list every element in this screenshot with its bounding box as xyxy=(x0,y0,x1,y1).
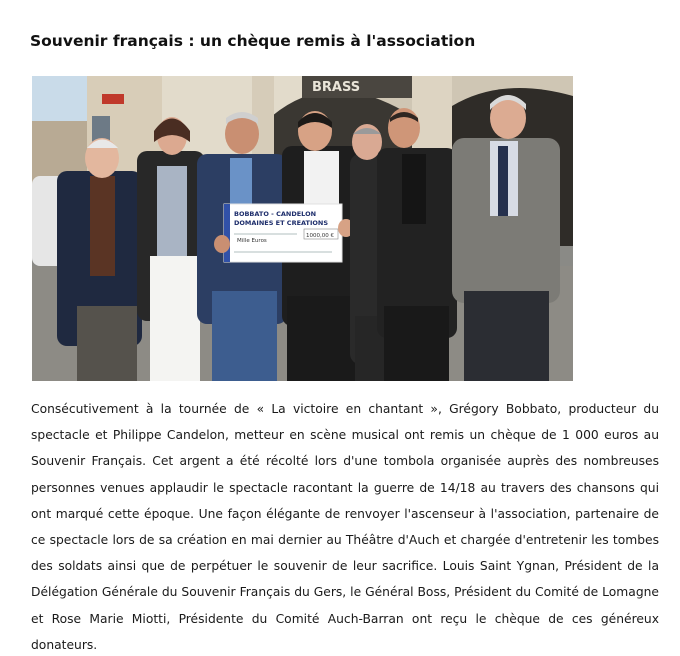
cheque-line-1: BOBBATO - CANDELON xyxy=(234,210,317,218)
cheque-line-2: DOMAINES ET CREATIONS xyxy=(234,219,329,227)
cheque-amount: 1000,00 € xyxy=(306,233,334,239)
cheque xyxy=(224,204,342,262)
cheque-words: Mille Euros xyxy=(237,238,267,244)
article-photo xyxy=(32,76,573,381)
storefront-sign: BRASS xyxy=(312,80,361,95)
article-title: Souvenir français : un chèque remis à l'association xyxy=(30,32,476,50)
article-body: Consécutivement à la tournée de « La victoire en chantant », Grégory Bobbato, producteur du spectacle et Philippe Candelon, metteur en scène musical ont remis un chèque de 1 000 euros au Souvenir Français. Cet argent a été récolté lors d'une tombola organisée auprès des nombreuses personnes venues applaudir le spectacle racontant la guerre de 14/18 au travers des chansons qui ont marqué cette époque. Une façon élégante de renvoyer l'ascenseur à l'association, partenaire de ce spectacle lors de sa création en mai dernier au Théâtre d'Auch et chargée d'entretenir les tombes des soldats ainsi que de perpétuer le souvenir de leur sacrifice. Louis Saint Ygnan, Président de la Délégation Générale du Souvenir Français du Gers, le Général Boss, Président du Comité de Lomagne et Rose Marie Miotti, Présidente du Comité Auch-Barran ont reçu le chèque de ces généreux donateurs. xyxy=(31,402,659,652)
